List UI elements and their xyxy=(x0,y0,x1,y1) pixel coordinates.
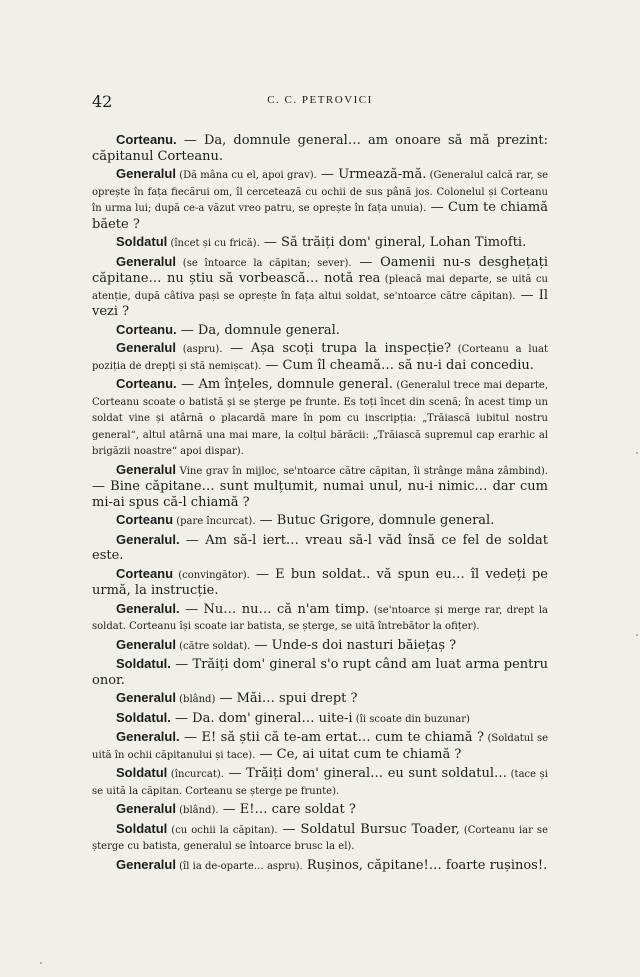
stage-direction: (cu ochii la căpitan). xyxy=(167,824,278,836)
speaker-name: Corteanu xyxy=(116,565,174,581)
dialogue-paragraph xyxy=(92,656,548,688)
stage-direction: (încet și cu frică). xyxy=(167,238,260,249)
page-header xyxy=(92,92,548,112)
stage-direction: (aspru). xyxy=(175,344,223,355)
speaker-name: Soldatul xyxy=(116,234,168,249)
dialogue-paragraph xyxy=(92,710,548,728)
stage-direction: (către soldat). xyxy=(175,640,251,652)
spoken-text: — Butuc Grigore, domnule general. xyxy=(255,513,495,528)
dialogue-paragraph xyxy=(92,821,548,855)
stage-direction: (Soldatul se uită în ochii căpitanului și tace). xyxy=(92,733,548,761)
page-number: 42 xyxy=(92,92,113,111)
spoken-text: — Il vezi ? xyxy=(92,287,548,319)
spoken-text: — Bine căpitane… sunt mulțumit, numai unul, nu-i nimic… dar cum mi-ai spus că-l chiamă ? xyxy=(92,479,548,510)
spoken-text: — Am să-l iert… vreau să-l văd însă ce fel de soldat este. xyxy=(92,532,548,563)
speaker-name: Generalul xyxy=(116,690,176,705)
speaker-name: Generalul. xyxy=(116,600,180,616)
stage-direction: (încurcat). xyxy=(167,769,224,780)
spoken-text: — Să trăiți dom' gineral, Lohan Timofti. xyxy=(259,235,527,250)
speaker-name: Generalul xyxy=(116,636,176,652)
stage-direction: (se întoarce la căpitan; sever). xyxy=(175,257,352,269)
spoken-text: — Unde-s doi nasturi băiețaș ? xyxy=(250,637,457,653)
spoken-text: — Soldatul Bursuc Toader, xyxy=(277,821,460,837)
page-speck xyxy=(636,452,638,454)
spoken-text: — Așa scoți trupa la inspecție? xyxy=(222,341,452,356)
spoken-text: — Da, domnule general. xyxy=(176,322,340,338)
dialogue-paragraph xyxy=(92,166,548,232)
speaker-name: Generalul xyxy=(116,801,176,816)
dialogue-paragraph xyxy=(92,637,548,655)
dialogue-paragraph xyxy=(92,376,548,460)
speaker-name: Generalul xyxy=(116,340,176,355)
stage-direction: (blând). xyxy=(175,805,219,816)
stage-direction: (blând) xyxy=(175,694,216,705)
speaker-name: Soldatul. xyxy=(116,709,171,725)
spoken-text: — E!… care soldat ? xyxy=(218,802,356,817)
stage-direction: (se'ntoarce și merge rar, drept la soldat. Corteanu își scoate iar batista, se șterge, se uită întrebător la ofițer). xyxy=(92,604,549,632)
speaker-name: Generalul xyxy=(116,166,176,181)
stage-direction: (îi scoate din buzunar) xyxy=(352,713,470,725)
dialogue-paragraph xyxy=(92,601,548,635)
spoken-text: — Trăiți dom' gineral… eu sunt soldatul… xyxy=(223,766,508,781)
speaker-name: Generalul xyxy=(116,253,176,269)
spoken-text: — Oamenii nu-s desghețați căpitane… nu știu să vorbească… notă rea xyxy=(92,254,548,286)
stage-direction: (Dă mâna cu el, apoi grav). xyxy=(175,170,317,181)
stage-direction: (Corteanu a luat poziția de drepți și stă nemișcat). xyxy=(92,344,548,372)
spoken-text: Rușinos, căpitane!… foarte rușinos!. xyxy=(302,857,548,873)
dialogue-paragraph xyxy=(92,462,548,511)
stage-direction: (tace și se uită la căpitan. Corteanu se șterge pe frunte). xyxy=(92,769,549,797)
speaker-name: Generalul xyxy=(116,856,176,872)
stage-direction: (Generalul trece mai departe, Corteanu scoate o batistă și se șterge pe frunte. Es toți încet din scenă; în acest timp un soldat vine și atârnă o placardă mare în pom cu inscripția: „Trăiască iubitul nostru general“, altul atârnă una mai mare, la colțul bărăcii: „Trăiască supremul cap erarhic al brigăzii noastre“ apoi dispar). xyxy=(92,380,549,457)
dialogue-paragraph xyxy=(92,801,548,819)
speaker-name: Generalul xyxy=(116,461,176,477)
spoken-text: — Am înțeles, domnule general. xyxy=(176,377,393,392)
spoken-text: — Cum îl cheamă… să nu-i dai concediu. xyxy=(261,357,534,373)
speaker-name: Soldatul. xyxy=(116,656,171,671)
speaker-name: Corteanu. xyxy=(116,132,177,147)
dialogue-paragraph xyxy=(92,729,548,763)
speaker-name: Generalul. xyxy=(116,729,180,744)
stage-direction: (pare încurcat). xyxy=(173,516,256,527)
dialogue-paragraph xyxy=(92,690,548,708)
spoken-text: — Trăiți dom' gineral s'o rupt când am luat arma pentru onor. xyxy=(92,657,548,688)
dialogue-paragraph xyxy=(92,566,548,599)
dialogue-paragraph xyxy=(92,512,548,530)
spoken-text: — E! să știi că te-am ertat… cum te chiamă ? xyxy=(179,730,484,745)
dialogue-paragraph xyxy=(92,234,548,252)
stage-direction: (pleacă mai departe, se uită cu atenție, după câtiva pași se oprește în fața altui soldat, se'ntoarce către căpitan). xyxy=(92,274,549,302)
speaker-name: Soldatul xyxy=(116,765,168,780)
dialogue-text xyxy=(92,132,548,876)
spoken-text: — Ce, ai uitat cum te chiamă ? xyxy=(255,746,462,762)
dialogue-paragraph xyxy=(92,765,548,799)
spoken-text: — Da, domnule general… am onoare să mă prezint: căpitanul Corteanu. xyxy=(92,133,548,164)
spoken-text: — Da. dom' gineral… uite-i xyxy=(170,710,353,726)
spoken-text: — Urmează-mă. xyxy=(316,167,427,182)
dialogue-paragraph xyxy=(92,254,548,320)
page-speck xyxy=(636,634,638,636)
spoken-text: — Măi… spui drept ? xyxy=(215,691,358,706)
stage-direction: (îl ia de-oparte… aspru). xyxy=(175,860,303,872)
speaker-name: Soldatul xyxy=(116,820,168,836)
spoken-text: — Cum te chiamă băete ? xyxy=(92,200,548,232)
speaker-name: Corteanu xyxy=(116,512,174,527)
stage-direction: (Corteanu iar se șterge cu batista, generalul se întoarce brusc la el). xyxy=(92,824,548,852)
speaker-name: Corteanu. xyxy=(116,376,177,391)
speaker-name: Corteanu. xyxy=(116,321,177,337)
dialogue-paragraph xyxy=(92,132,548,164)
dialogue-paragraph xyxy=(92,340,548,374)
spoken-text: — Nu… nu… că n'am timp. xyxy=(179,601,370,617)
speaker-name: Generalul. xyxy=(116,531,180,547)
dialogue-paragraph xyxy=(92,857,548,875)
stage-direction: (Generalul calcă rar, se oprește în fața fiecărui om, îl cercetează cu ochii de sus până jos. Colonelul și Corteanu în urma lui; după ce-a văzut vreo patru, se oprește în fața unuia). xyxy=(92,170,549,214)
stage-direction: Vine grav în mijloc, se'ntoarce către căpitan, îi strânge mâna zâmbind). xyxy=(175,465,548,477)
dialogue-paragraph xyxy=(92,322,548,339)
spoken-text: — E bun soldat.. vă spun eu… îl vedeți pe urmă, la instrucție. xyxy=(92,566,548,598)
dialogue-paragraph xyxy=(92,532,548,564)
running-head: C. C. PETROVICI xyxy=(267,94,373,106)
page-speck xyxy=(40,962,42,964)
stage-direction: (convingător). xyxy=(173,569,250,581)
